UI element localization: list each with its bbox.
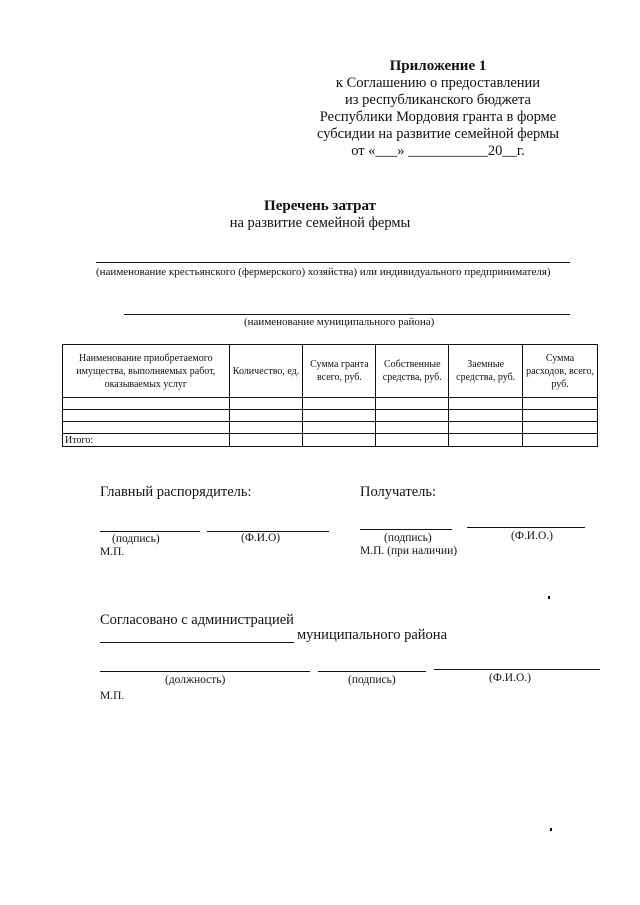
table-header-row (63, 345, 598, 398)
district-name-line (124, 314, 570, 315)
recipient-signature-line (360, 529, 452, 530)
farm-name-line (96, 262, 570, 263)
approval-stamp: М.П. (100, 690, 125, 702)
approval-fio-caption: (Ф.И.О.) (489, 672, 531, 684)
district-name-caption: (наименование муниципального района) (244, 316, 435, 328)
approval-label: Согласовано с администрацией (100, 612, 294, 628)
manager-label: Главный распорядитель: (100, 484, 252, 500)
column-header: Наименование приобретаемого имущества, выполняемых работ, оказываемых услуг (63, 345, 230, 398)
costs-table (62, 344, 598, 447)
manager-signature-line (100, 531, 200, 532)
table-row (63, 422, 598, 434)
table-total-row (63, 434, 598, 447)
column-header: Сумма расходов, всего, руб. (523, 345, 598, 398)
table-row (63, 398, 598, 410)
column-header: Заемные средства, руб. (449, 345, 523, 398)
approval-signature-line (318, 671, 426, 672)
appendix-line: из республиканского бюджета (345, 92, 531, 108)
appendix-date-line: от «___» ___________20__г. (351, 143, 525, 159)
column-header: Собственные средства, руб. (376, 345, 449, 398)
recipient-stamp: М.П. (при наличии) (360, 545, 458, 557)
manager-signature-caption: (подпись) (112, 533, 160, 545)
appendix-header (308, 58, 568, 160)
recipient-label: Получатель: (360, 484, 437, 500)
appendix-line: Республики Мордовия гранта в форме (319, 109, 557, 125)
approval-admin-line (100, 642, 294, 643)
table-row (63, 410, 598, 422)
scan-speck (548, 596, 550, 599)
recipient-fio-line (467, 527, 585, 528)
appendix-line: субсидии на развитие семейной фермы (317, 126, 559, 142)
approval-position-line (100, 671, 310, 672)
appendix-line: к Соглашению о предоставлении (335, 75, 541, 91)
manager-fio-caption: (Ф.И.О) (241, 532, 281, 544)
total-label: Итого: (63, 434, 230, 447)
farm-name-caption: (наименование крестьянского (фермерского) хозяйства) или индивидуального предпринимателя) (96, 266, 551, 278)
document-title: Перечень затрат (264, 198, 376, 214)
appendix-title: Приложение 1 (389, 58, 487, 74)
column-header: Сумма гранта всего, руб. (303, 345, 376, 398)
column-header: Количество, ед. (229, 345, 303, 398)
approval-position-caption: (должность) (165, 674, 226, 686)
document-subtitle: на развитие семейной фермы (229, 215, 411, 231)
scan-speck (550, 828, 552, 831)
approval-fio-line (434, 669, 600, 670)
recipient-signature-caption: (подпись) (384, 532, 432, 544)
approval-signature-caption: (подпись) (348, 674, 396, 686)
recipient-fio-caption: (Ф.И.О.) (511, 530, 553, 542)
approval-district: муниципального района (297, 627, 447, 643)
manager-stamp: М.П. (100, 546, 125, 558)
